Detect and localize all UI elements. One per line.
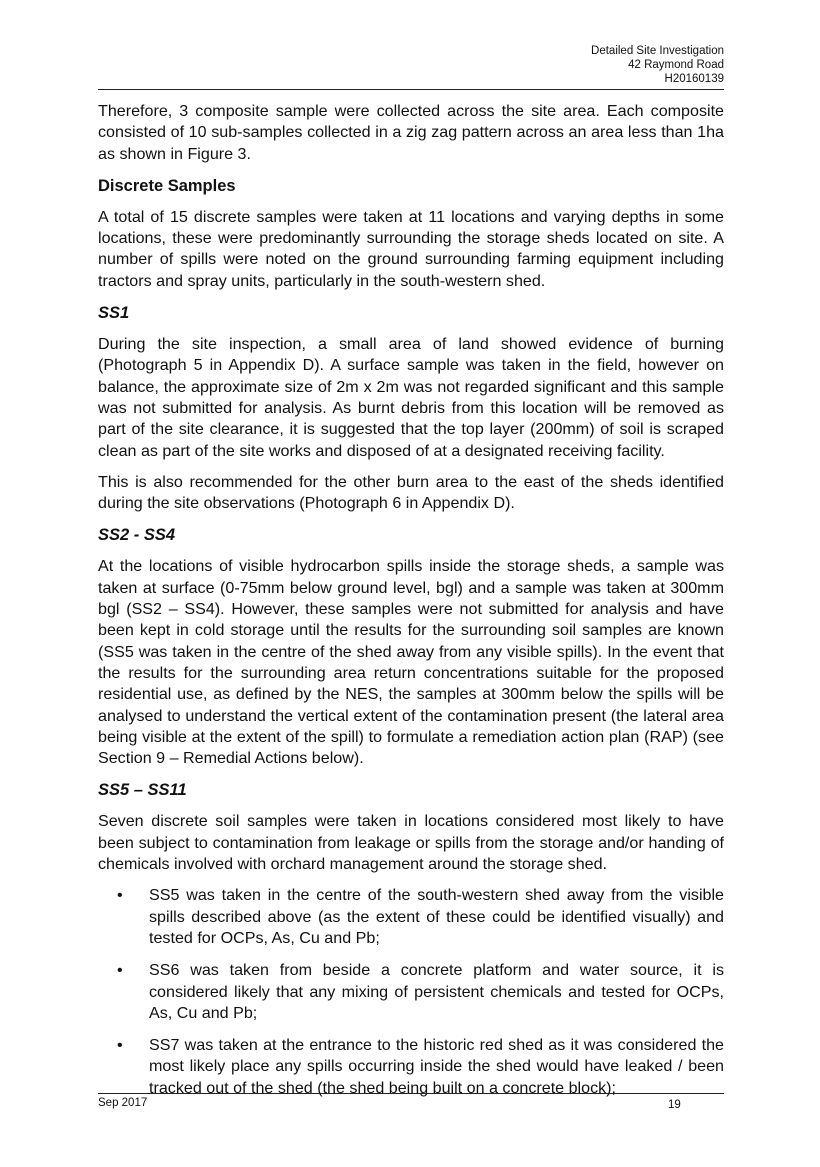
- list-item-text: SS6 was taken from beside a concrete platform and water source, it is considered likely that any mixing of persistent chemicals and tested for OCPs, As, Cu and Pb;: [149, 961, 724, 1022]
- list-item-text: SS7 was taken at the entrance to the historic red shed as it was considered the most likely place any spills occurring inside the shed would have leaked / been tracked out of the shed (the shed being built on a concrete block);: [149, 1036, 724, 1097]
- list-item-text: SS5 was taken in the centre of the south-western shed away from the visible spills described above (as the extent of these could be identified visually) and tested for OCPs, As, Cu and Pb;: [149, 886, 724, 947]
- heading-discrete-samples: Discrete Samples: [98, 176, 236, 195]
- heading-ss2-ss4: SS2 - SS4: [98, 526, 176, 545]
- header-divider: [98, 89, 724, 90]
- page-header: [591, 44, 724, 86]
- header-address: 42 Raymond Road: [628, 59, 724, 71]
- paragraph-composite-samples: Therefore, 3 composite sample were collected across the site area. Each composite consisted of 10 sub-samples collected in a zig zag pattern across an area less than 1ha as shown in Figure 3.: [98, 102, 724, 163]
- sample-bullet-list: [98, 885, 724, 1099]
- footer-date: Sep 2017: [98, 1097, 148, 1109]
- paragraph-ss5-ss11: Seven discrete soil samples were taken in locations considered most likely to have been subject to contamination from leakage or spills from the storage and/or handing of chemicals involved with orchard management around the storage shed.: [98, 812, 724, 874]
- paragraph-ss1-recommendation: This is also recommended for the other burn area to the east of the sheds identified during the site observations (Photograph 6 in Appendix D).: [98, 472, 724, 513]
- bullet-marker: •: [117, 1036, 123, 1055]
- page-body: [98, 101, 724, 1110]
- paragraph-ss2-ss4: At the locations of visible hydrocarbon spills inside the storage sheds, a sample was taken at surface (0-75mm below ground level, bgl) and a sample was taken at 300mm bgl (SS2 – SS4). However, these samples were not submitted for analysis and have been kept in cold storage until the results for the surrounding soil samples are known (SS5 was taken in the centre of the shed away from any visible spills). In the event that the results for the surrounding area return concentrations suitable for the proposed residential use, as defined by the NES, the samples at 300mm below the spills will be analysed to understand the vertical extent of the contamination present (the lateral area being visible at the extent of the spill) to formulate a remediation action plan (RAP) (see Section 9 – Remedial Actions below).: [98, 557, 724, 768]
- list-item: [98, 1035, 724, 1099]
- heading-ss5-ss11: SS5 – SS11: [98, 781, 187, 800]
- bullet-marker: •: [117, 961, 123, 980]
- list-item: [98, 960, 724, 1024]
- header-project-code: H20160139: [664, 73, 724, 85]
- footer-divider: [98, 1093, 724, 1094]
- list-item: [98, 885, 724, 949]
- header-report-title: Detailed Site Investigation: [591, 45, 724, 57]
- heading-ss1: SS1: [98, 304, 130, 323]
- bullet-marker: •: [117, 886, 123, 905]
- paragraph-ss1-burning: During the site inspection, a small area of land showed evidence of burning (Photograph 5 in Appendix D). A surface sample was taken in the field, however on balance, the approximate size of 2m x 2m was not regarded significant and this sample was not submitted for analysis. As burnt debris from this location will be removed as part of the site clearance, it is suggested that the top layer (200mm) of soil is scraped clean as part of the site works and disposed of at a designated receiving facility.: [98, 335, 724, 460]
- page-number: 19: [668, 1099, 681, 1111]
- paragraph-discrete-samples: A total of 15 discrete samples were taken at 11 locations and varying depths in some locations, these were predominantly surrounding the storage sheds located on site. A number of spills were noted on the ground surrounding farming equipment including tractors and spray units, particularly in the south-western shed.: [98, 207, 724, 290]
